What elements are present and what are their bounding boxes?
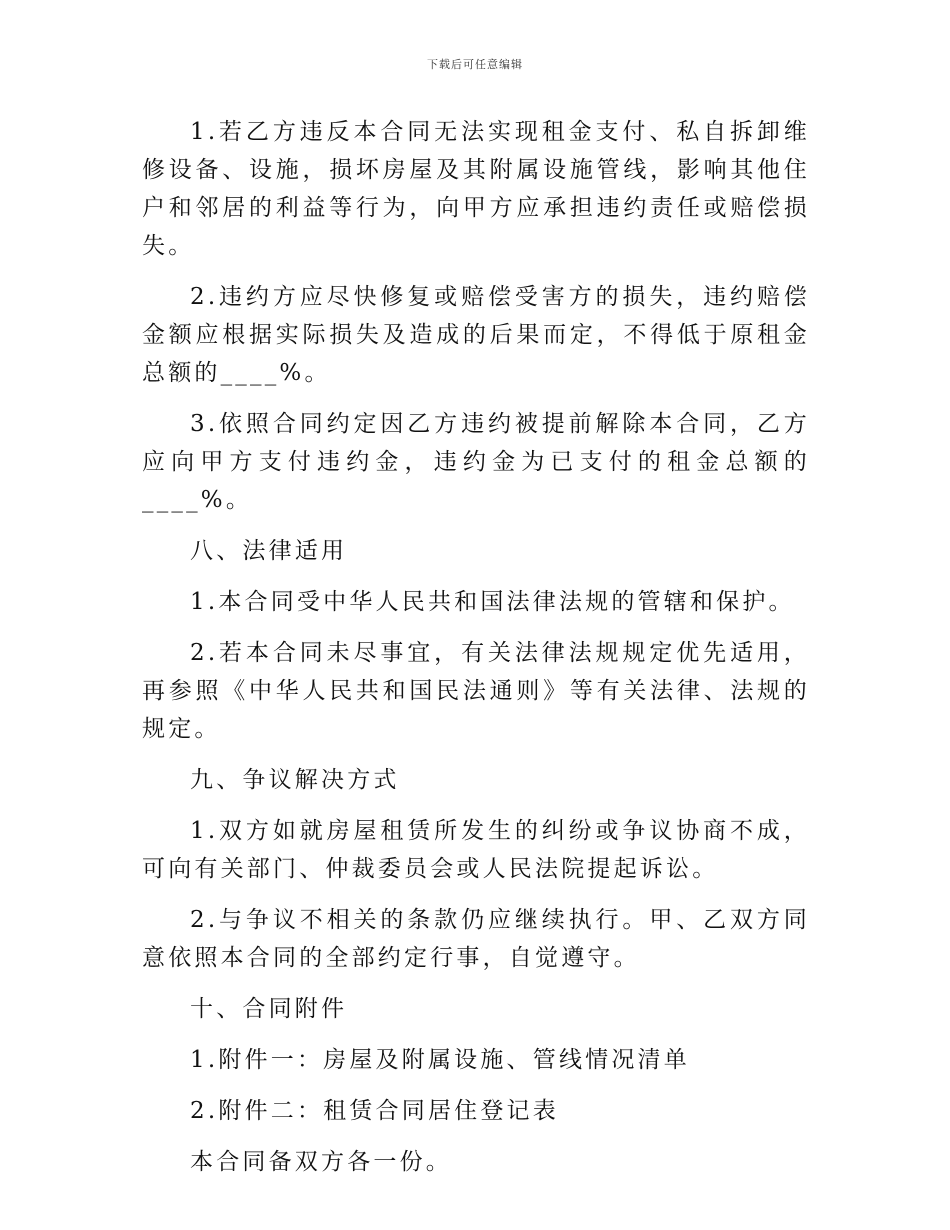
clause-7-2: 2.违约方应尽快修复或赔偿受害方的损失，违约赔偿金额应根据实际损失及造成的后果而定，不得低于原租金总额的____%。 [142,284,810,386]
section-heading-8: 八、法律适用 [190,538,348,564]
attachment-2: 2.附件二：租赁合同居住登记表 [190,1098,559,1124]
closing-statement: 本合同备双方各一份。 [190,1149,452,1175]
clause-9-1: 1.双方如就房屋租赁所发生的纠纷或争议协商不成，可向有关部门、仲裁委员会或人民法院提起诉讼。 [142,818,810,882]
attachment-1: 1.附件一：房屋及附属设施、管线情况清单 [190,1047,690,1073]
section-heading-9: 九、争议解决方式 [190,767,400,793]
page-header: 下载后可任意编辑 [427,58,523,71]
section-heading-10: 十、合同附件 [190,996,348,1022]
document-body [142,113,810,1194]
clause-9-2: 2.与争议不相关的条款仍应继续执行。甲、乙双方同意依照本合同的全部约定行事，自觉遵守。 [142,907,810,971]
clause-7-1: 1.若乙方违反本合同无法实现租金支付、私自拆卸维修设备、设施，损坏房屋及其附属设施管线，影响其他住户和邻居的利益等行为，向甲方应承担违约责任或赔偿损失。 [142,119,810,259]
clause-8-1: 1.本合同受中华人民共和国法律法规的管辖和保护。 [190,589,795,615]
clause-8-2: 2.若本合同未尽事宜，有关法律法规规定优先适用，再参照《中华人民共和国民法通则》等有关法律、法规的规定。 [142,640,810,742]
clause-7-3: 3.依照合同约定因乙方违约被提前解除本合同，乙方应向甲方支付违约金，违约金为已支付的租金总额的____%。 [142,411,810,513]
